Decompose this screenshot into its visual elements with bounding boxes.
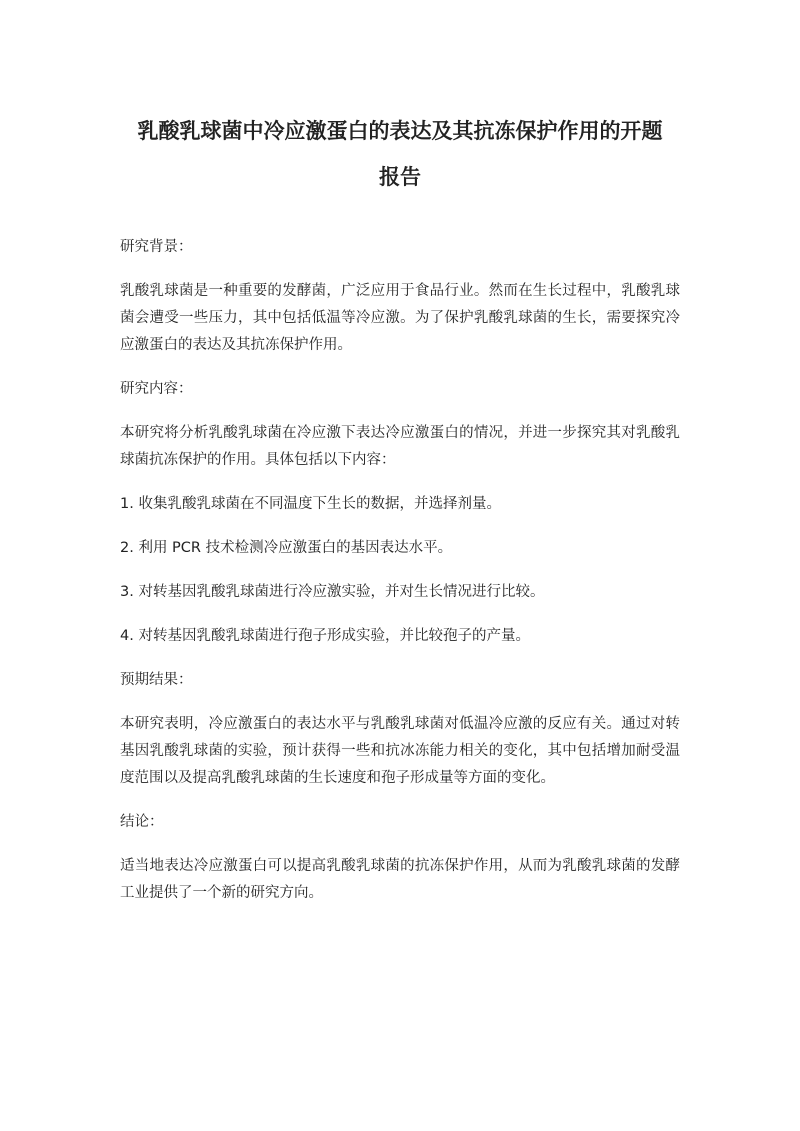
list-item: 4. 对转基因乳酸乳球菌进行孢子形成实验，并比较孢子的产量。 [120,628,530,644]
content-paragraph: 本研究将分析乳酸乳球菌在冷应激下表达冷应激蛋白的情况，并进一步探究其对乳酸乳球菌抗冻保护的作用。具体包括以下内容： [120,425,680,468]
list-item: 2. 利用 PCR 技术检测冷应激蛋白的基因表达水平。 [120,540,453,556]
title-line-1: 乳酸乳球菌中冷应激蛋白的表达及其抗冻保护作用的开题 [137,119,663,143]
conclusion-paragraph: 适当地表达冷应激蛋白可以提高乳酸乳球菌的抗冻保护作用，从而为乳酸乳球菌的发酵工业提供了一个新的研究方向。 [120,858,680,901]
content-heading: 研究内容： [120,381,193,397]
title-line-2: 报告 [379,165,421,189]
list-item: 3. 对转基因乳酸乳球菌进行冷应激实验，并对生长情况进行比较。 [120,584,545,600]
background-paragraph: 乳酸乳球菌是一种重要的发酵菌，广泛应用于食品行业。然而在生长过程中，乳酸乳球菌会遭受一些压力，其中包括低温等冷应激。为了保护乳酸乳球菌的生长，需要探究冷应激蛋白的表达及其抗冻保护作用。 [120,283,680,353]
document-title [108,108,692,200]
document-body [120,234,680,907]
background-heading: 研究背景： [120,239,193,255]
list-item: 1. 收集乳酸乳球菌在不同温度下生长的数据，并选择剂量。 [120,496,501,512]
conclusion-heading: 结论： [120,814,164,830]
expected-results-paragraph: 本研究表明，冷应激蛋白的表达水平与乳酸乳球菌对低温冷应激的反应有关。通过对转基因乳酸乳球菌的实验，预计获得一些和抗冰冻能力相关的变化，其中包括增加耐受温度范围以及提高乳酸乳球菌的生长速度和孢子形成量等方面的变化。 [120,716,680,786]
expected-results-heading: 预期结果： [120,672,193,688]
